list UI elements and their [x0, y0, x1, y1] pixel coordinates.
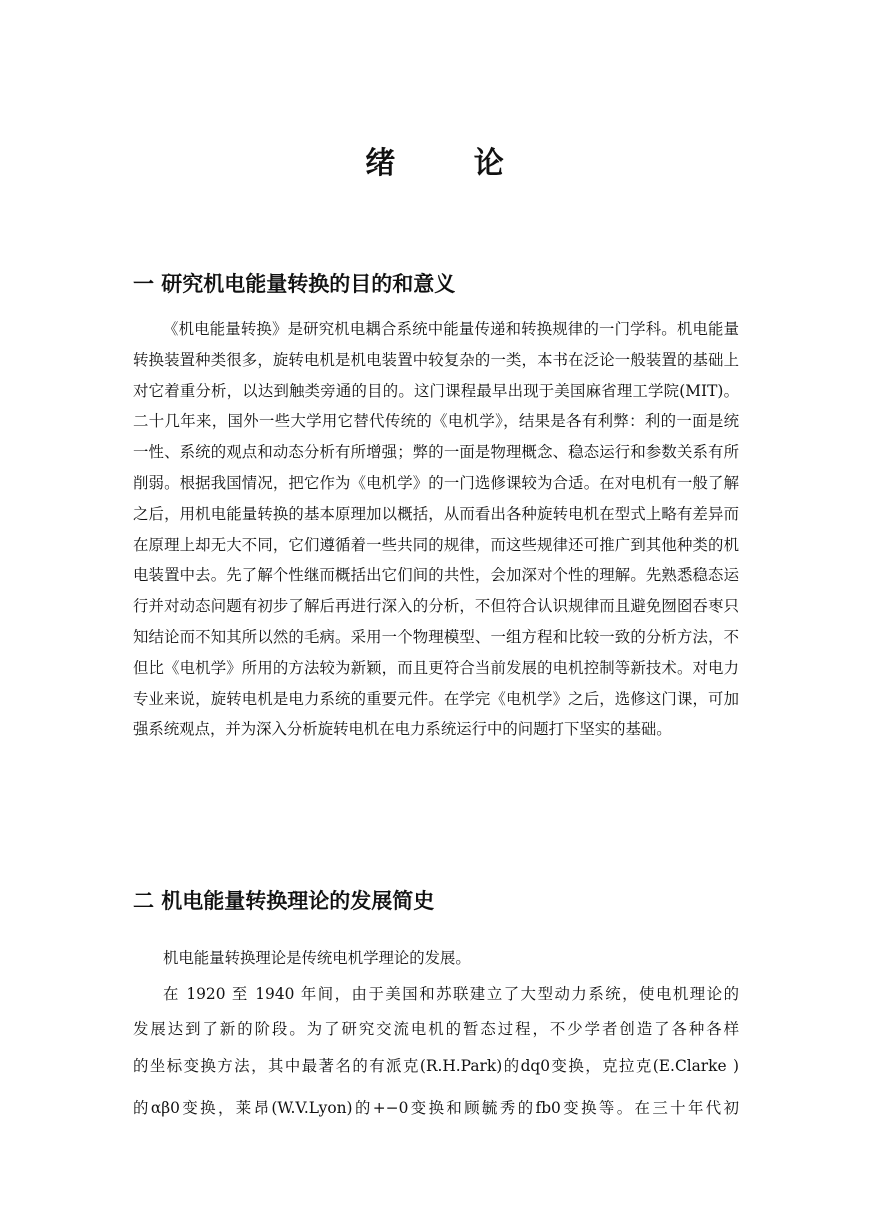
section-2-paragraph-2-line-4: 的αβ0变换，莱昂(W.V.Lyon)的+−0变换和顾毓秀的fb0变换等。在三十年代初: [133, 1099, 739, 1117]
page-title: 绪 论: [365, 146, 538, 181]
section-1-paragraph: 《机电能量转换》是研究机电耦合系统中能量传递和转换规律的一门学科。机电能量转换装置种类很多，旋转电机是机电装置中较复杂的一类，本书在泛论一般装置的基础上对它着重分析，以达到触类旁通的目的。这门课程最早出现于美国麻省理工学院(MIT)。二十几年来，国外一些大学用它替代传统的《电机学》，结果是各有利弊：利的一面是统一性、系统的观点和动态分析有所增强；弊的一面是物理概念、稳态运行和参数关系有所削弱。根据我国情况，把它作为《电机学》的一门选修课较为合适。在对电机有一般了解之后，用机电能量转换的基本原理加以概括，从而看出各种旋转电机在型式上略有差异而在原理上却无大不同，它们遵循着一些共同的规律，而这些规律还可推广到其他种类的机电装置中去。先了解个性继而概括出它们间的共性，会加深对个性的理解。先熟悉稳态运行并对动态问题有初步了解后再进行深入的分析，不但符合认识规律而且避免囫囵吞枣只知结论而不知其所以然的毛病。采用一个物理模型、一组方程和比较一致的分析方法，不但比《电机学》所用的方法较为新颖，而且更符合当前发展的电机控制等新技术。对电力专业来说，旋转电机是电力系统的重要元件。在学完《电机学》之后，选修这门课，可加强系统观点，并为深入分析旋转电机在电力系统运行中的问题打下坚实的基础。: [133, 320, 739, 739]
section-2-paragraph-1: 机电能量转换理论是传统电机学理论的发展。: [163, 949, 471, 967]
section-1-heading: 一 研究机电能量转换的目的和意义: [133, 272, 456, 296]
section-2-paragraph-2-line-2: 发展达到了新的阶段。为了研究交流电机的暂态过程，不少学者创造了各种各样: [133, 1020, 739, 1038]
section-2-heading: 二 机电能量转换理论的发展简史: [133, 889, 435, 913]
section-2-paragraph-2-line-3: 的坐标变换方法，其中最著名的有派克(R.H.Park)的dq0变换，克拉克(E.Clarke ): [133, 1057, 739, 1075]
section-2-paragraph-2-line-1: 在 1920 至 1940 年间，由于美国和苏联建立了大型动力系统，使电机理论的: [163, 985, 739, 1003]
